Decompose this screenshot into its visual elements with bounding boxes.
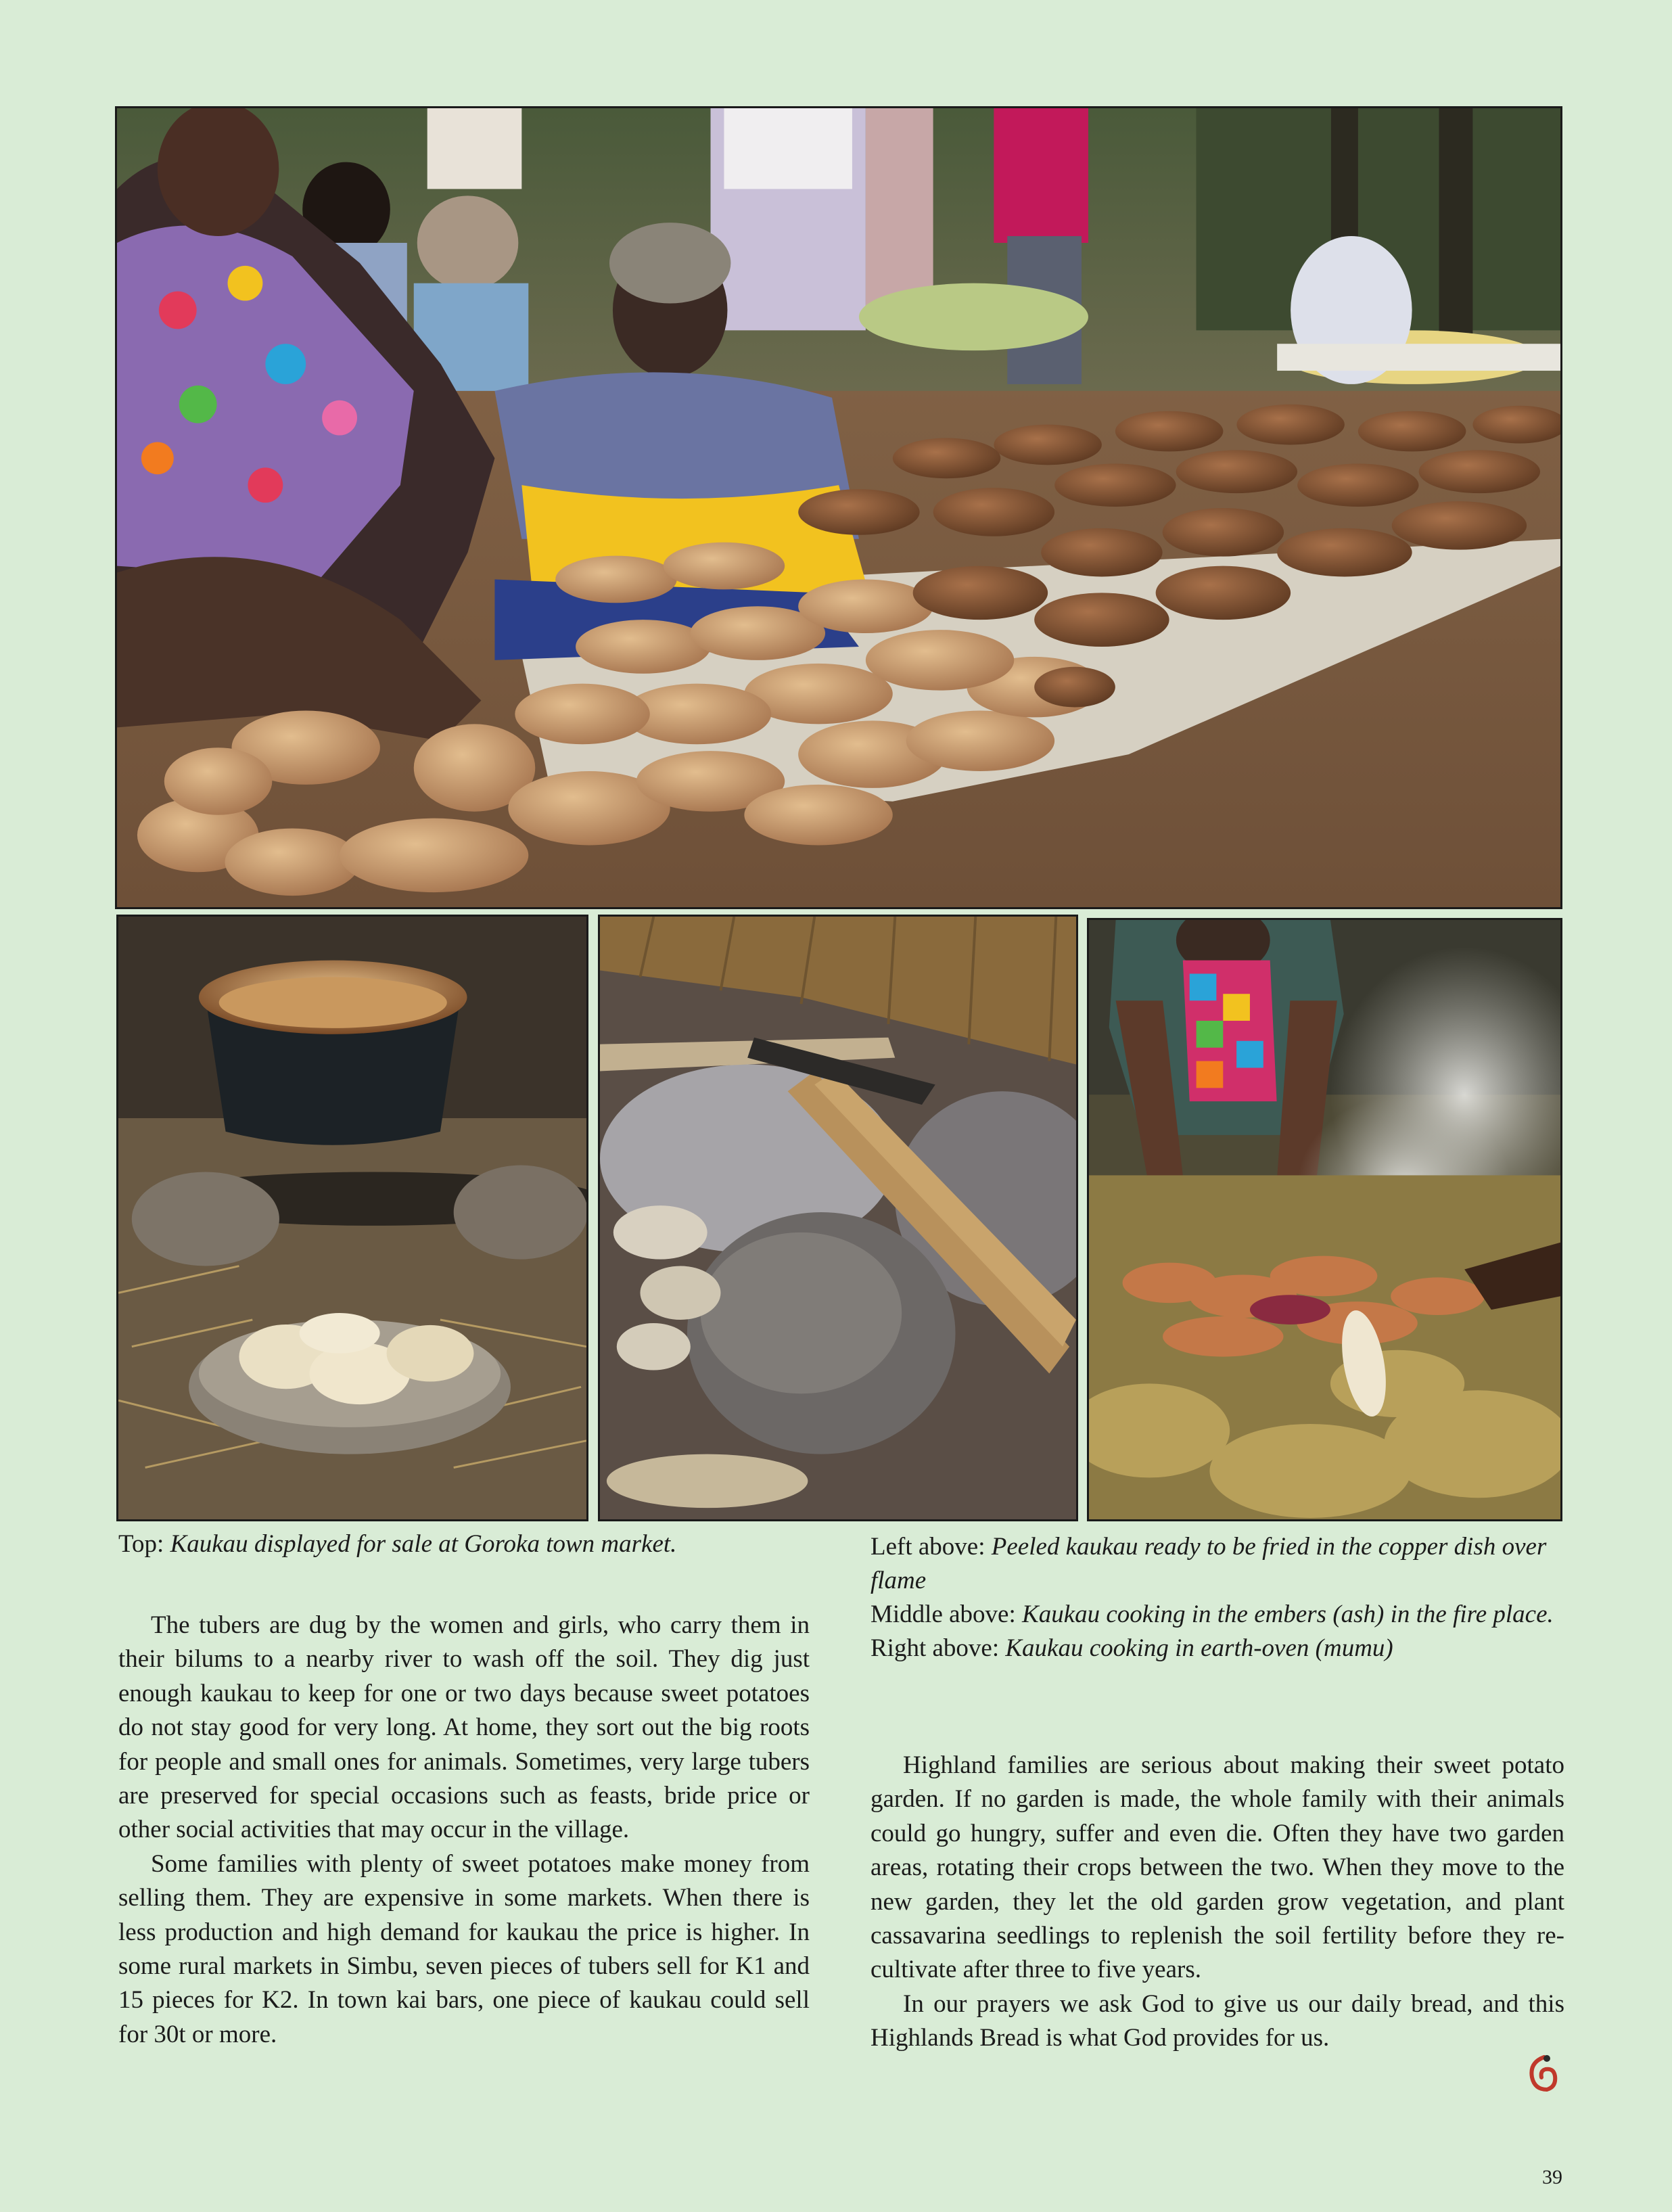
article-paragraph: Some families with plenty of sweet potatoes make money from selling them. They are expensive in some markets. When there is less production and high demand for kaukau the price is higher. In some rural markets in Simbu, seven pieces of tubers sell for K1 and 15 pieces for K2. In town kai bars, one piece of kaukau could sell for 30t or more.	[118, 1849, 810, 2048]
caption-text: Kaukau displayed for sale at Goroka town market.	[170, 1530, 677, 1558]
lower-photo-captions	[870, 1530, 1567, 1665]
market-photo-illustration	[117, 108, 1560, 907]
embers-illustration	[600, 917, 1076, 1519]
left-photo-caption	[870, 1530, 1567, 1598]
mumu-illustration	[1089, 920, 1560, 1519]
article-paragraph: The tubers are dug by the women and girls, who carry them in their bilums to a nearby river to wash off the soil. They dig just enough kaukau to keep for one or two days because sweet potatoes do not stay good for very long. At home, they sort out the big roots for people and small ones for animals. Sometimes, very large tubers are preserved for special occasions such as feasts, bride price or other social activities that may occur in the village.	[118, 1611, 810, 1844]
right-photo-caption	[870, 1632, 1567, 1665]
embers-photo	[598, 915, 1078, 1521]
top-photo-caption	[118, 1527, 835, 1561]
caption-text: Kaukau cooking in earth-oven (mumu)	[1005, 1634, 1393, 1662]
caption-text: Peeled kaukau ready to be fried in the copper dish over flame	[870, 1533, 1547, 1594]
caption-lead: Middle above:	[870, 1600, 1023, 1628]
caption-lead: Top:	[118, 1530, 170, 1558]
caption-lead: Right above:	[870, 1634, 1006, 1662]
article-paragraph: In our prayers we ask God to give us our daily bread, and this Highlands Bread is what God provides for us.	[870, 1989, 1564, 2052]
article-paragraph: Highland families are serious about making their sweet potato garden. If no garden is made, the whole family with their animals could go hungry, suffer and even die. Often they have two garden areas, rotating their crops between the two. When they move to the new garden, they let the old garden grow vegetation, and plant cassavarina seedlings to replenish the soil fertility before they re-cultivate after three to five years.	[870, 1751, 1564, 1984]
page-number: 39	[1542, 2166, 1562, 2188]
article-column-left	[118, 1609, 810, 2052]
article-column-right	[870, 1749, 1564, 2056]
end-of-article-icon	[1525, 2053, 1559, 2094]
mumu-photo	[1087, 918, 1562, 1521]
caption-text: Kaukau cooking in the embers (ash) in the fire place.	[1022, 1600, 1554, 1628]
copper-dish-photo	[116, 915, 588, 1521]
middle-photo-caption	[870, 1598, 1567, 1632]
copper-dish-illustration	[118, 917, 586, 1519]
caption-lead: Left above:	[870, 1533, 992, 1561]
market-photo	[115, 106, 1562, 909]
